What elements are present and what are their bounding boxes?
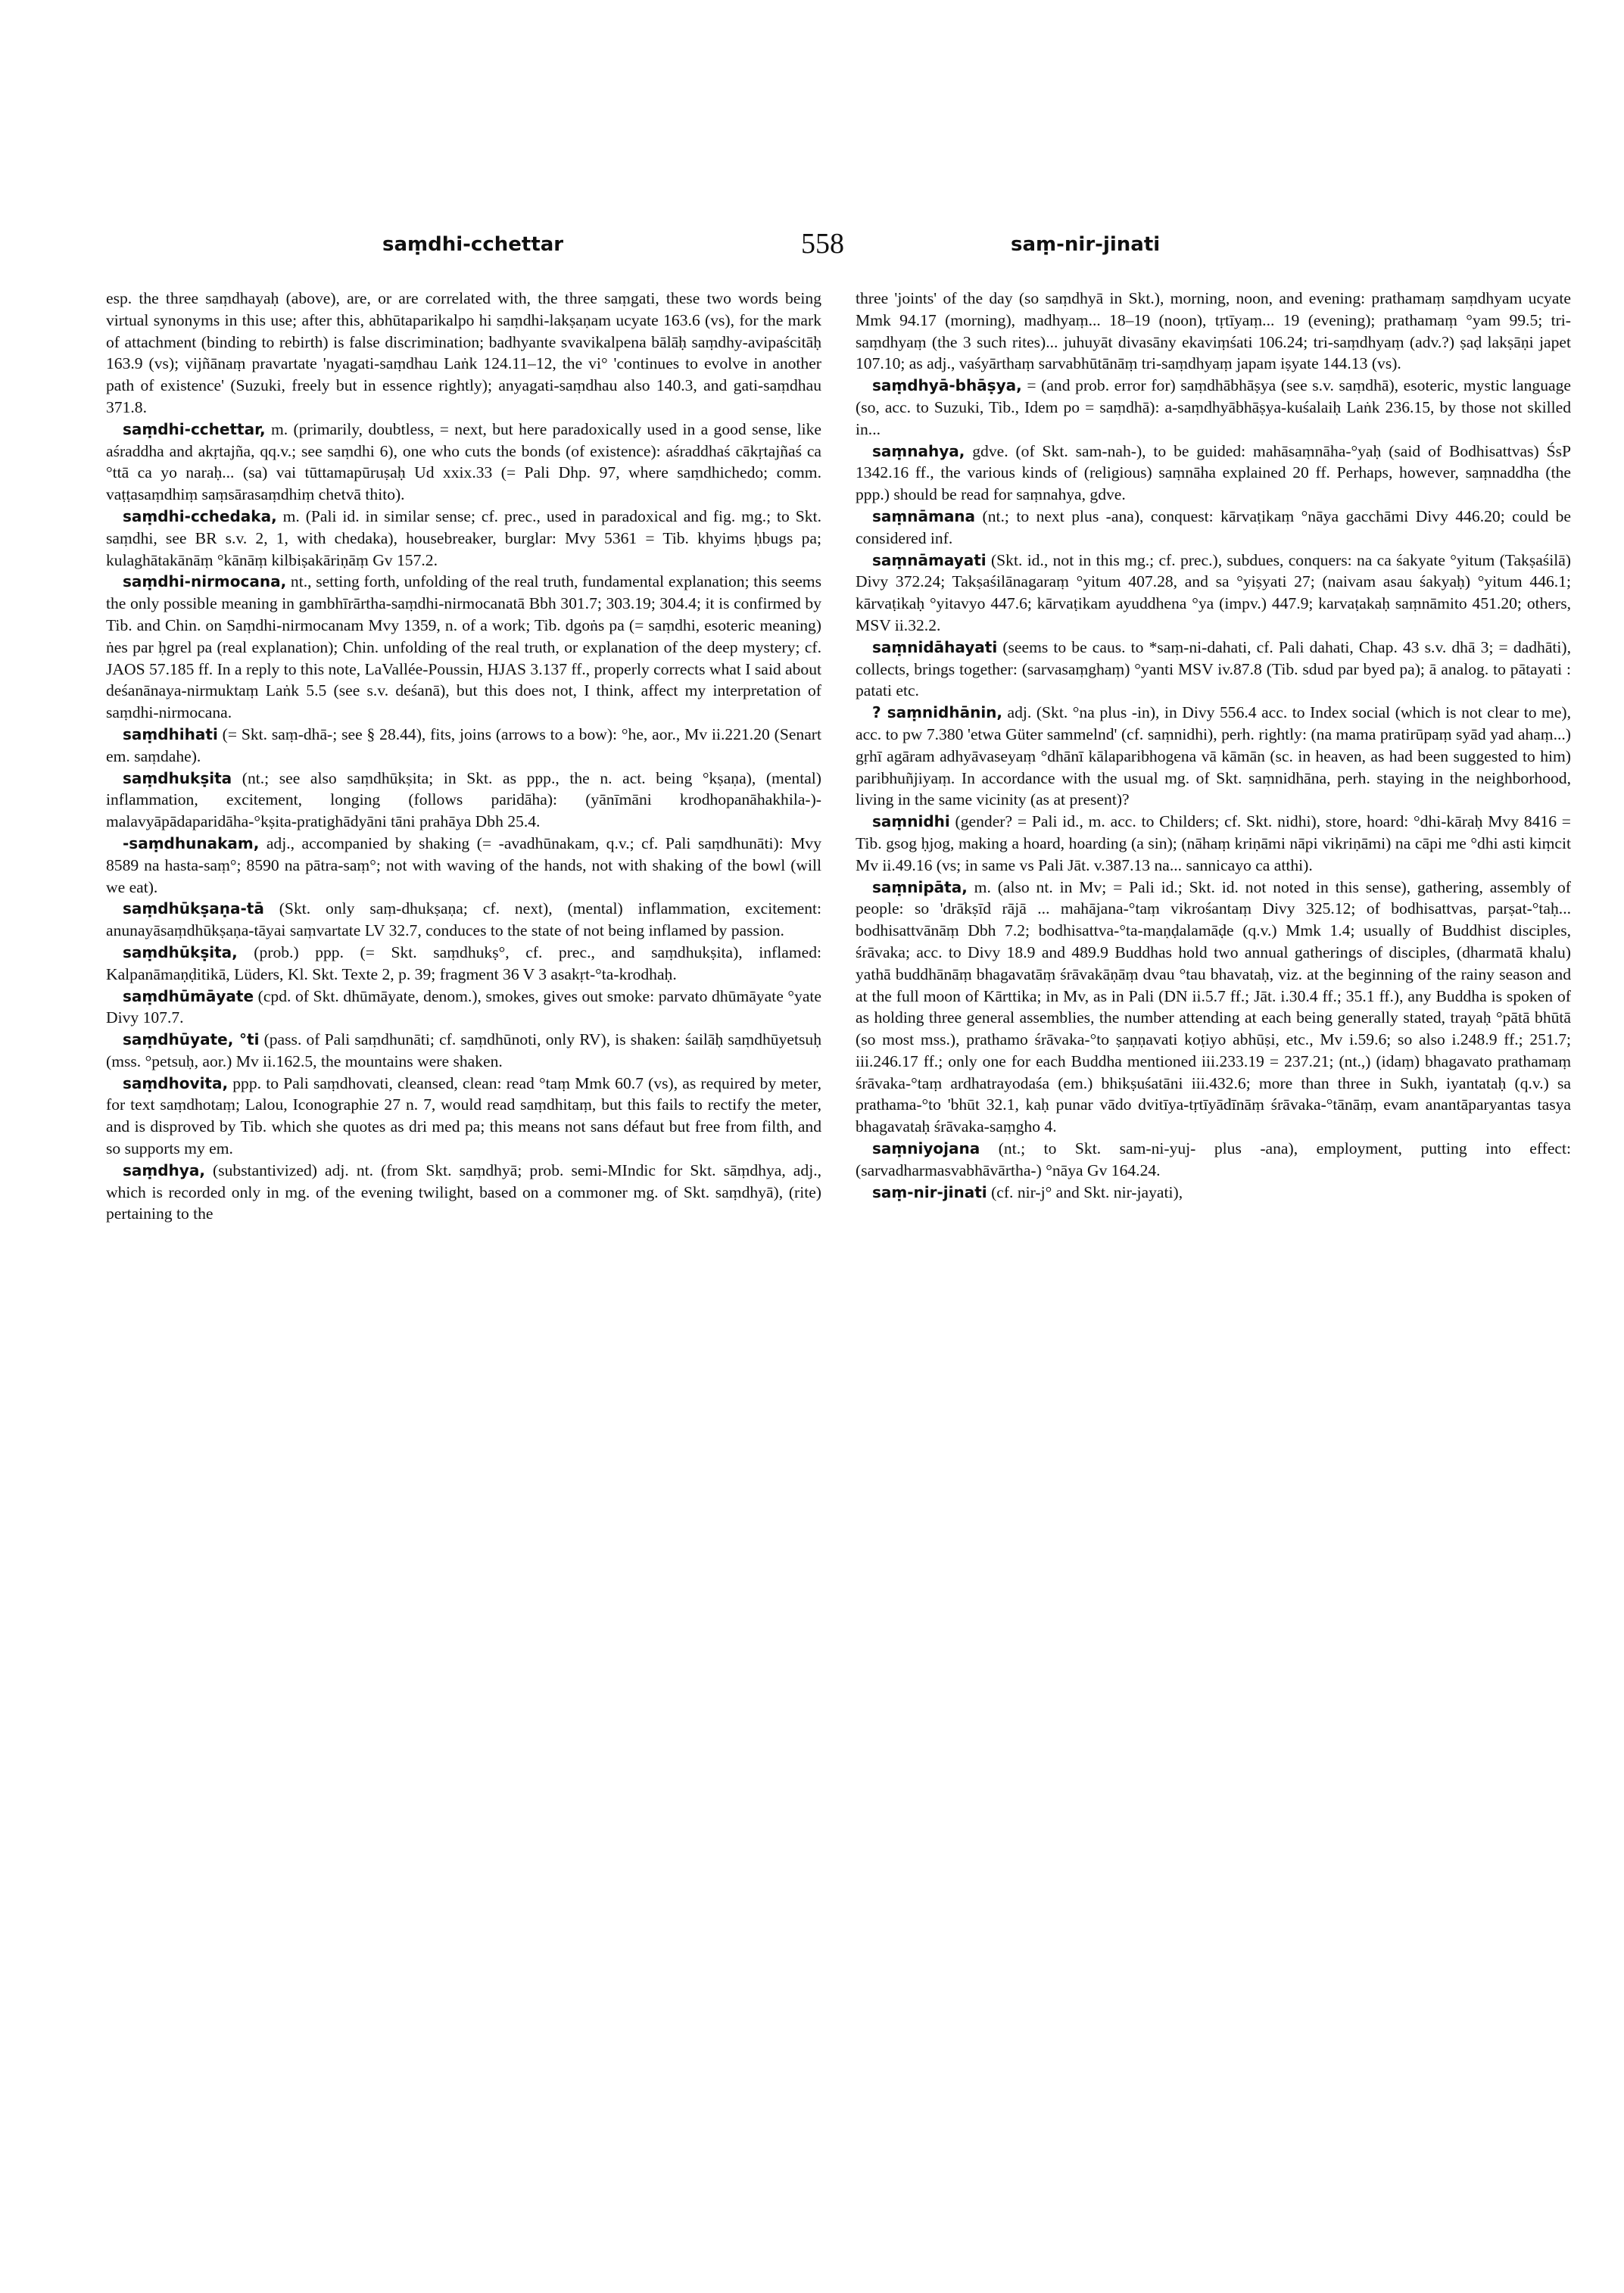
entry-headword: saṃniyojana (872, 1139, 980, 1158)
dictionary-entry (856, 441, 1571, 506)
entry-headword: saṃnāmayati (872, 550, 987, 569)
entry-headword: saṃnidhi (872, 812, 950, 831)
entry-headword: saṃnipāta, (872, 877, 968, 896)
dictionary-entry (106, 1029, 821, 1073)
dictionary-entry (106, 288, 821, 419)
entry-text: ppp. to Pali saṃdhovati, cleansed, clean: read °taṃ Mmk 60.7 (vs), as required by meter, for text saṃdhotaṃ; Lalou, Iconographie 27 n. 7, would read saṃdhitaṃ, but this fails to rectify the meter, and is disproved by Tib. which she quotes as dri med pa; this means not sans défaut but free from filth, and so supports my em. (106, 1073, 821, 1158)
entry-text: adj., accompanied by shaking (= -avadhūnakam, q.v.; cf. Pali saṃdhunāti): Mvy 8589 na hasta-saṃ°; 8590 na pātra-saṃ°; not with waving of the hands, not with shaking of the bowl (will we eat). (106, 833, 821, 896)
entry-text: (seems to be caus. to *saṃ-ni-dahati, cf. Pali dahati, Chap. 43 s.v. dhā 3; = dadhāti), collects, brings together: (sarvasaṃghaṃ) °yanti MSV iv.87.8 (Tib. sdud par byed pa); ā analog. to pātayati : patati etc. (856, 637, 1571, 700)
running-head-left: saṃdhi-cchettar (382, 233, 564, 256)
dictionary-entry (106, 986, 821, 1030)
left-column (106, 288, 821, 1225)
dictionary-entry (106, 1073, 821, 1160)
entry-text: esp. the three saṃdhayaḥ (above), are, or are correlated with, the three saṃgati, these two words being virtual synonyms in this use; after this, abhūtaparikalpo hi saṃdhi-lakṣaṇam ucyate 163.6 (vs), for the mark of attachment (binding to rebirth) is false discrimination; badhyante svavikalpena bālāḥ saṃdhy-avipaścitāḥ 163.9 (vs); vijñānaṃ pravartate 'nyagati-saṃdhau Laṅk 124.11–12, the vi° 'continues to evolve in another path of existence' (Suzuki, freely but in essence rightly); anyagati-saṃdhau also 140.3, and gati-saṃdhau 371.8. (106, 289, 821, 416)
dictionary-entry (106, 571, 821, 724)
entry-headword: -saṃdhunakam, (123, 833, 260, 852)
entry-headword: saṃnidāhayati (872, 637, 998, 656)
entry-text: (Skt. id., not in this mg.; cf. prec.), subdues, conquers: na ca śakyate °yitum (Takṣaśilā) Divy 372.24; Takṣaśilānagaraṃ °yitum 407.28, and sa °yiṣyati 27; (naivam asau śakyaḥ) °yitum 446.1; kārvaṭikaḥ °yitavyo 447.6; kārvaṭikam ayuddhena °ya (impv.) 447.9; karvaṭakaḥ saṃnāmito 451.20; others, MSV ii.32.2. (856, 550, 1571, 634)
dictionary-entry (106, 833, 821, 898)
page-number: 558 (801, 228, 844, 260)
entry-text: (= Skt. saṃ-dhā-; see § 28.44), fits, joins (arrows to a bow): °he, aor., Mv ii.221.20 (Senart em. saṃdahe). (106, 724, 821, 765)
entry-headword: saṃnahya, (872, 441, 965, 460)
entry-headword: saṃdhūmāyate (123, 986, 254, 1005)
entry-headword: saṃdhya, (123, 1161, 205, 1179)
entry-headword: saṃnāmana (872, 506, 976, 525)
entry-headword: saṃdhihati (123, 724, 218, 743)
entry-headword: saṃdhovita, (123, 1073, 229, 1092)
entry-text: (substantivized) adj. nt. (from Skt. saṃdhyā; prob. semi-MIndic for Skt. sāṃdhya, adj., which is recorded only in mg. of the evening twilight, based on a commoner mg. of Skt. saṃdhyā), (rite) pertaining to the (106, 1161, 821, 1223)
running-head-right: saṃ-nir-jinati (1011, 233, 1161, 256)
entry-text: three 'joints' of the day (so saṃdhyā in Skt.), morning, noon, and evening: prathamaṃ saṃdhyam ucyate Mmk 94.17 (morning), madhyaṃ... 18–19 (noon), tṛtīyaṃ... 19 (evening); prathamaṃ °yam 99.5; tri-saṃdhyaṃ (the 3 such rites)... juhuyāt divasāny ekaviṃśati 106.24; tri-saṃdhyaṃ (adv.?) ṣaḍ lakṣāṇi japet 107.10; as adj., vaśyārthaṃ sarvabhūtānāṃ tri-saṃdhyaṃ japam iṣyate 144.13 (vs). (856, 289, 1571, 373)
entry-headword: saṃdhūkṣita, (123, 942, 238, 961)
entry-text: (Skt. only saṃ-dhukṣaṇa; cf. next), (mental) inflammation, excitement: anunayāsaṃdhūkṣaṇa-tāyai saṃvartate LV 32.7, conduces to the state of not being inflamed by passion. (106, 899, 821, 940)
entry-headword: saṃdhyā-bhāṣya, (872, 376, 1022, 395)
entry-text: (nt.; to next plus -ana), conquest: kārvaṭikaṃ °nāya gacchāmi Divy 446.20; could be considered inf. (856, 506, 1571, 547)
entry-headword: saṃ-nir-jinati (872, 1182, 987, 1201)
dictionary-entry (106, 419, 821, 506)
right-column (856, 288, 1571, 1203)
dictionary-entry (106, 724, 821, 768)
dictionary-entry (106, 768, 821, 833)
entry-headword: saṃdhi-nirmocana, (123, 572, 287, 591)
entry-headword: saṃdhūkṣaṇa-tā (123, 899, 264, 918)
entry-text: adj. (Skt. °na plus -in), in Divy 556.4 acc. to Index social (which is not clear to me), acc. to pw 7.380 'etwa Güter sammelnd' (cf. saṃnidhi), perh. rightly: (na mama pratirūpaṃ syād yad ahaṃ...) gṛhī agāram adhyāvaseyaṃ °dhānī kālaparibhogena vā kāmān (sc. in heaven, as had been suggested to him) paribhuñjiyaṃ. In accordance with the usual mg. of Skt. saṃnidhāna, perh. staying in the neighborhood, living in the same vicinity (as at present)? (856, 703, 1571, 809)
entry-text: (cpd. of Skt. dhūmāyate, denom.), smokes, gives out smoke: parvato dhūmāyate °yate Divy 107.7. (106, 986, 821, 1027)
entry-text: (nt.; see also saṃdhūkṣita; in Skt. as ppp., the n. act. being °kṣaṇa), (mental) inflammation, excitement, longing (follows paridāha): (yānīmāni krodhopanāhakhila-)-malavyāpādaparidāha-°kṣita-pratighādyāni tāni prahāya Dbh 25.4. (106, 768, 821, 831)
dictionary-entry (856, 702, 1571, 811)
entry-text: (nt.; to Skt. sam-ni-yuj- plus -ana), employment, putting into effect: (sarvadharmasvabhāvārtha-) °nāya Gv 164.24. (856, 1139, 1571, 1179)
dictionary-entry (106, 1160, 821, 1225)
entry-text: m. (primarily, doubtless, = next, but here paradoxically used in a good sense, like aśraddha and akṛtajña, qq.v.; see saṃdhi 6), one who cuts the bonds (of existence): aśraddhaś cākṛtajñaś ca °ttā ca yo naraḥ... (sa) vai tūttamapūruṣaḥ Ud xxix.33 (= Pali Dhp. 97, where saṃdhichedo; comm. vaṭṭasaṃdhiṃ saṃsārasaṃdhiṃ chetvā thito). (106, 419, 821, 504)
dictionary-entry (106, 898, 821, 942)
entry-headword: ? saṃnidhānin, (872, 703, 1003, 722)
entry-text: (cf. nir-j° and Skt. nir-jayati), (987, 1182, 1183, 1201)
entry-headword: saṃdhi-cchedaka, (123, 506, 277, 525)
page-header (0, 227, 1624, 273)
entry-text: nt., setting forth, unfolding of the real truth, fundamental explanation; this seems the only possible meaning in gambhīrārtha-saṃdhi-nirmocanatā Bbh 301.7; 303.19; 304.4; it is confirmed by Tib. and Chin. on Saṃdhi-nirmocanam Mvy 1359, n. of a work; Tib. dgoṅs pa (= saṃdhi, esoteric meaning) ṅes par ḥgrel pa (real explanation); Chin. unfolding of the real truth, or explanation of the deep mystery; cf. JAOS 57.185 ff. In a reply to this note, LaVallée-Poussin, HJAS 3.137 ff., properly corrects what I said about deśanānaya-nirmuktaṃ Laṅk 5.5 (see s.v. deśanā), but this does not, I think, affect my interpretation of saṃdhi-nirmocana. (106, 572, 821, 722)
dictionary-entry (856, 375, 1571, 440)
dictionary-entry (856, 288, 1571, 375)
entry-headword: saṃdhi-cchettar, (123, 419, 266, 438)
entry-headword: saṃdhūyate, °ti (123, 1030, 260, 1049)
entry-text: m. (also nt. in Mv; = Pali id.; Skt. id. not noted in this sense), gathering, assembly of people: so 'drākṣīd rājā ... mahājana-°taṃ vikrośantaṃ Divy 325.12; of bodhisattvas, parṣat-°taḥ... bodhisattvānāṃ Dbh 7.2; bodhisattva-°ta-maṇḍalamāḍe (q.v.) Mmk 1.4; usually of Buddhist disciples, śrāvaka; acc. to Divy 18.9 and 489.9 Buddhas hold two annual gatherings of disciples, (dharmatā khalu) yathā buddhānāṃ bhagavatāṃ śrāvakāṇāṃ dvau °tau bhavataḥ, viz. at the beginning of the rainy season and at the full moon of Kārttika; in Mv, as in Pali (DN ii.5.7 ff.; Jāt. i.30.4 ff.; 35.1 ff.), any Buddha is spoken of as holding three general assemblies, the number attending at each being generally stated, trayaḥ °pātā bhūtā (so most mss.), prathamo śrāvaka-°to ṣaṇṇavati koṭiyo abhūṣi, etc., Mv i.59.6; so also i.248.9 ff.; 251.7; iii.246.17 ff.; only one for each Buddha mentioned iii.233.19 = 237.21; (nt.,) (idaṃ) bhagavato prathamaṃ śrāvaka-°taṃ ardhatrayodaśa (em.) bhikṣuśatāni iii.432.6; more than three in Sukh, iyantataḥ (q.v.) sa prathama-°to 'bhūt 32.1, kaḥ punar vādo dvitīya-tṛtīyādīnāṃ śrāvaka-°tānāṃ, evam anantāparyantas tasya bhagavataḥ śrāvaka-saṃgho 4. (856, 877, 1571, 1136)
entry-text: (gender? = Pali id., m. acc. to Childers; cf. Skt. nidhi), store, hoard: °dhi-kāraḥ Mvy 8416 = Tib. gsog ḥjog, making a hoard, hoarding (a sin); (nāhaṃ kriṇāmi nāpi vikriṇāmi) na cāpi me °dhi asti kiṃcit Mv ii.49.16 (vs; in same vs Pali Jāt. v.387.13 na... sannicayo ca atthi). (856, 812, 1571, 874)
entry-headword: saṃdhukṣita (123, 768, 232, 787)
dictionary-entry (856, 877, 1571, 1139)
entry-text: (prob.) ppp. (= Skt. saṃdhukṣ°, cf. prec., and saṃdhukṣita), inflamed: Kalpanāmaṇḍitikā, Lüders, Kl. Skt. Texte 2, p. 39; fragment 36 V 3 asakṛt-°ta-krodhaḥ. (106, 942, 821, 983)
entry-text: m. (Pali id. in similar sense; cf. prec., used in paradoxical and fig. mg.; to Skt. saṃdhi, see BR s.v. 2, 1, with chedaka), housebreaker, burglar: Mvy 5361 = Tib. khyims ḥbugs pa; kulaghātakānāṃ °kānāṃ kilbiṣakāriṇāṃ Gv 157.2. (106, 506, 821, 569)
entry-text: gdve. (of Skt. sam-nah-), to be guided: mahāsaṃnāha-°yaḥ (said of Bodhisattvas) ŚsP 1342.16 ff., the various kinds of (religious) saṃnāha explained 20 ff. Perhaps, however, saṃnaddha (the ppp.) should be read for saṃnahya, gdve. (856, 441, 1571, 504)
dictionary-entry (856, 811, 1571, 876)
entry-text: (pass. of Pali saṃdhunāti; cf. saṃdhūnoti, only RV), is shaken: śailāḥ saṃdhūyetsuḥ (mss. °petsuḥ, aor.) Mv ii.162.5, the mountains were shaken. (106, 1030, 821, 1070)
dictionary-entry (106, 942, 821, 986)
dictionary-entry (856, 1182, 1571, 1204)
dictionary-entry (856, 637, 1571, 702)
dictionary-entry (856, 550, 1571, 637)
entry-text: = (and prob. error for) saṃdhābhāṣya (see s.v. saṃdhā), esoteric, mystic language (so, acc. to Suzuki, Tib., Idem po = saṃdhā): a-saṃdhyābhāṣya-kuśalaiḥ Laṅk 236.15, by those not skilled in... (856, 376, 1571, 438)
dictionary-entry (106, 506, 821, 571)
dictionary-entry (856, 506, 1571, 550)
dictionary-entry (856, 1138, 1571, 1182)
